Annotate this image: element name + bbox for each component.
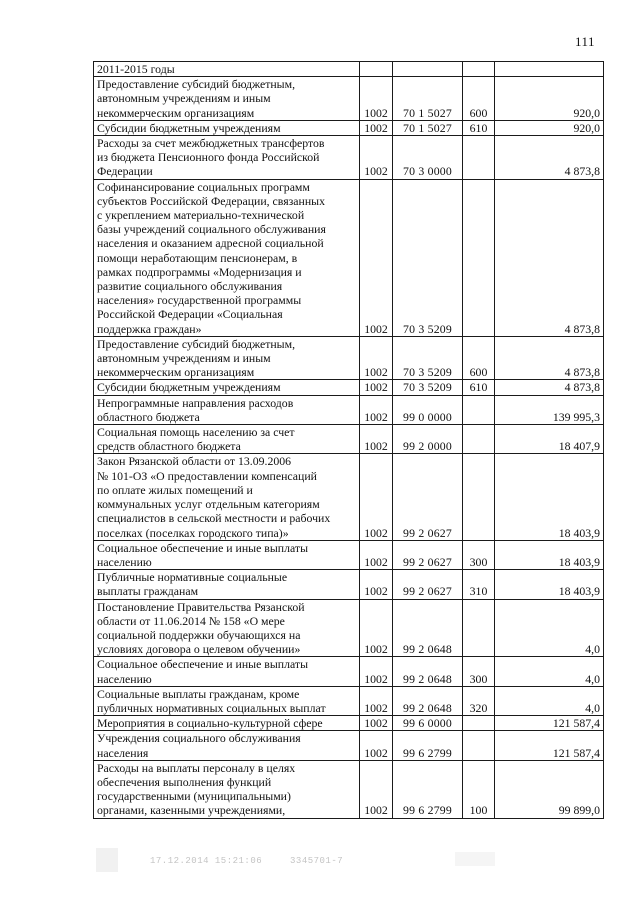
expense-type-cell <box>463 179 495 336</box>
row-name-cell: Субсидии бюджетным учреждениям <box>94 380 360 395</box>
expense-type-cell: 320 <box>463 686 495 715</box>
amount-cell: 139 995,3 <box>495 395 604 424</box>
table-row <box>94 540 604 569</box>
budget-table-body <box>94 62 604 819</box>
section-code-cell: 1002 <box>360 454 393 540</box>
amount-cell: 4,0 <box>495 599 604 657</box>
amount-cell: 121 587,4 <box>495 731 604 760</box>
section-code-cell: 1002 <box>360 120 393 135</box>
row-name-cell: Социальная помощь населению за счет средств областного бюджета <box>94 425 360 454</box>
row-name-cell: Постановление Правительства Рязанской области от 11.06.2014 № 158 «О мере социальной поддержки обучающихся на условиях договора о целевом обучении» <box>94 599 360 657</box>
target-code-cell: 99 2 0627 <box>393 570 463 599</box>
expense-type-cell: 300 <box>463 657 495 686</box>
amount-cell: 121 587,4 <box>495 716 604 731</box>
target-code-cell <box>393 62 463 77</box>
table-row <box>94 62 604 77</box>
expense-type-cell <box>463 716 495 731</box>
amount-cell: 18 403,9 <box>495 540 604 569</box>
target-code-cell: 99 0 0000 <box>393 395 463 424</box>
target-code-cell: 99 2 0648 <box>393 657 463 686</box>
table-row <box>94 731 604 760</box>
row-name-cell: Расходы на выплаты персоналу в целях обеспечения выполнения функций государственными (муниципальными) органами, казенными учреждениями, <box>94 760 360 818</box>
amount-cell: 18 403,9 <box>495 454 604 540</box>
table-row <box>94 599 604 657</box>
section-code-cell: 1002 <box>360 731 393 760</box>
table-row <box>94 454 604 540</box>
expense-type-cell: 310 <box>463 570 495 599</box>
expense-type-cell <box>463 425 495 454</box>
amount-cell <box>495 62 604 77</box>
row-name-cell: Непрограммные направления расходов областного бюджета <box>94 395 360 424</box>
expense-type-cell: 100 <box>463 760 495 818</box>
table-row <box>94 136 604 180</box>
target-code-cell: 99 6 2799 <box>393 760 463 818</box>
amount-cell: 4,0 <box>495 657 604 686</box>
scan-speckle <box>96 848 118 872</box>
table-row <box>94 686 604 715</box>
table-row <box>94 760 604 818</box>
amount-cell: 920,0 <box>495 77 604 121</box>
target-code-cell: 99 6 0000 <box>393 716 463 731</box>
target-code-cell: 70 3 0000 <box>393 136 463 180</box>
row-name-cell: Субсидии бюджетным учреждениям <box>94 120 360 135</box>
section-code-cell: 1002 <box>360 425 393 454</box>
expense-type-cell <box>463 62 495 77</box>
table-row <box>94 77 604 121</box>
row-name-cell: Социальное обеспечение и иные выплаты населению <box>94 540 360 569</box>
footer-stamp <box>150 856 365 866</box>
table-row <box>94 425 604 454</box>
target-code-cell: 99 2 0627 <box>393 540 463 569</box>
row-name-cell: Софинансирование социальных программ субъектов Российской Федерации, связанных с укреплением материально-технической базы учреждений социального обслуживания населения и оказанием адресной социальной помощи неработающим пенсионерам, в рамках подпрограммы «Модернизация и развитие социального обслуживания населения» государственной программы Российской Федерации «Социальная поддержка граждан» <box>94 179 360 336</box>
footer-stamp-id: 3345701-7 <box>290 856 344 866</box>
expense-type-cell <box>463 395 495 424</box>
target-code-cell: 70 3 5209 <box>393 336 463 380</box>
section-code-cell: 1002 <box>360 657 393 686</box>
table-row <box>94 395 604 424</box>
scan-speckle <box>455 852 495 866</box>
section-code-cell <box>360 62 393 77</box>
row-name-cell: Публичные нормативные социальные выплаты гражданам <box>94 570 360 599</box>
amount-cell: 18 403,9 <box>495 570 604 599</box>
footer-stamp-date: 17.12.2014 15:21:06 <box>150 856 263 866</box>
section-code-cell: 1002 <box>360 77 393 121</box>
expense-type-cell <box>463 136 495 180</box>
row-name-cell: Учреждения социального обслуживания населения <box>94 731 360 760</box>
amount-cell: 4,0 <box>495 686 604 715</box>
target-code-cell: 70 1 5027 <box>393 77 463 121</box>
table-row <box>94 336 604 380</box>
amount-cell: 4 873,8 <box>495 336 604 380</box>
expense-type-cell <box>463 599 495 657</box>
section-code-cell: 1002 <box>360 686 393 715</box>
target-code-cell: 70 1 5027 <box>393 120 463 135</box>
row-name-cell: Социальное обеспечение и иные выплаты населению <box>94 657 360 686</box>
section-code-cell: 1002 <box>360 395 393 424</box>
page-number: 111 <box>575 34 596 49</box>
row-name-cell: Социальные выплаты гражданам, кроме публичных нормативных социальных выплат <box>94 686 360 715</box>
amount-cell: 4 873,8 <box>495 136 604 180</box>
target-code-cell: 70 3 5209 <box>393 380 463 395</box>
table-row <box>94 120 604 135</box>
amount-cell: 4 873,8 <box>495 179 604 336</box>
section-code-cell: 1002 <box>360 716 393 731</box>
row-name-cell: 2011-2015 годы <box>94 62 360 77</box>
row-name-cell: Закон Рязанской области от 13.09.2006 № 101-ОЗ «О предоставлении компенсаций по оплате жилых помещений и коммунальных услуг отдельным категориям специалистов в сельской местности и рабочих поселках (поселках городского типа)» <box>94 454 360 540</box>
expense-type-cell: 600 <box>463 77 495 121</box>
amount-cell: 99 899,0 <box>495 760 604 818</box>
section-code-cell: 1002 <box>360 540 393 569</box>
section-code-cell: 1002 <box>360 760 393 818</box>
section-code-cell: 1002 <box>360 380 393 395</box>
expense-type-cell <box>463 454 495 540</box>
budget-table <box>93 61 604 819</box>
expense-type-cell: 610 <box>463 380 495 395</box>
row-name-cell: Предоставление субсидий бюджетным, автономным учреждениям и иным некоммерческим организациям <box>94 336 360 380</box>
target-code-cell: 99 2 0000 <box>393 425 463 454</box>
table-row <box>94 570 604 599</box>
target-code-cell: 99 2 0648 <box>393 686 463 715</box>
table-row <box>94 380 604 395</box>
expense-type-cell <box>463 731 495 760</box>
target-code-cell: 99 6 2799 <box>393 731 463 760</box>
section-code-cell: 1002 <box>360 336 393 380</box>
section-code-cell: 1002 <box>360 599 393 657</box>
section-code-cell: 1002 <box>360 136 393 180</box>
row-name-cell: Мероприятия в социально-культурной сфере <box>94 716 360 731</box>
target-code-cell: 99 2 0648 <box>393 599 463 657</box>
target-code-cell: 70 3 5209 <box>393 179 463 336</box>
expense-type-cell: 300 <box>463 540 495 569</box>
row-name-cell: Предоставление субсидий бюджетным, автономным учреждениям и иным некоммерческим организациям <box>94 77 360 121</box>
target-code-cell: 99 2 0627 <box>393 454 463 540</box>
row-name-cell: Расходы за счет межбюджетных трансфертов из бюджета Пенсионного фонда Российской Федерации <box>94 136 360 180</box>
amount-cell: 920,0 <box>495 120 604 135</box>
table-row <box>94 179 604 336</box>
expense-type-cell: 610 <box>463 120 495 135</box>
table-row <box>94 716 604 731</box>
table-row <box>94 657 604 686</box>
amount-cell: 18 407,9 <box>495 425 604 454</box>
amount-cell: 4 873,8 <box>495 380 604 395</box>
section-code-cell: 1002 <box>360 570 393 599</box>
section-code-cell: 1002 <box>360 179 393 336</box>
expense-type-cell: 600 <box>463 336 495 380</box>
